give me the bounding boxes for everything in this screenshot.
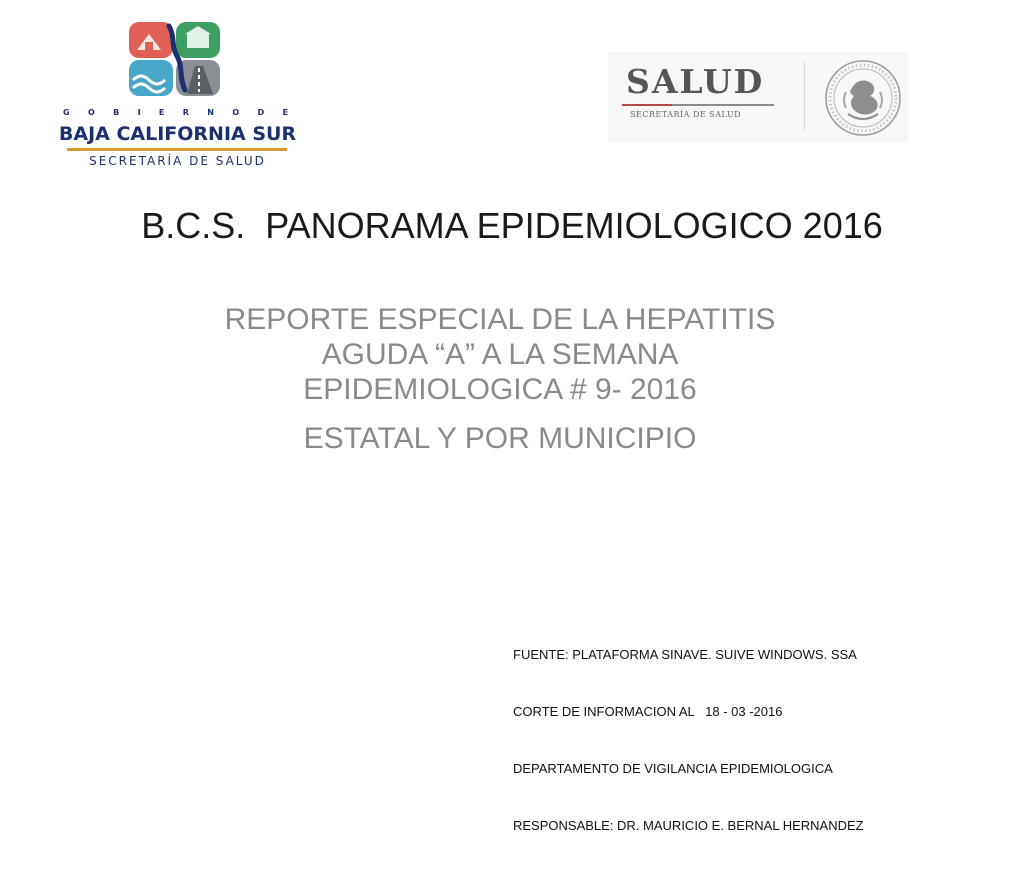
salud-secretaria-label: SECRETARÍA DE SALUD bbox=[630, 110, 742, 119]
subtitle-line: AGUDA “A” A LA SEMANA bbox=[321, 338, 679, 372]
bcs-state-name: BAJA CALIFORNIA SUR bbox=[58, 123, 297, 145]
source-notes bbox=[513, 607, 913, 873]
note-department: DEPARTAMENTO DE VIGILANCIA EPIDEMIOLOGICA bbox=[513, 761, 833, 776]
salud-separator bbox=[804, 62, 805, 130]
bcs-secretaria-label: SECRETARÍA DE SALUD bbox=[89, 154, 266, 168]
subtitle-spacer bbox=[180, 407, 820, 421]
mexican-eagle-seal-icon bbox=[822, 58, 904, 138]
salud-wordmark: SALUD bbox=[626, 62, 765, 101]
note-cutoff-date: CORTE DE INFORMACION AL 18 - 03 -2016 bbox=[513, 704, 783, 719]
slide-subtitle bbox=[180, 302, 820, 456]
salud-divider-line bbox=[622, 104, 774, 106]
bcs-gobierno-de-letters: G O B I E R N O D E bbox=[63, 108, 288, 117]
salud-federal-logo bbox=[608, 52, 908, 142]
bcs-gold-underline bbox=[67, 148, 287, 151]
subtitle-line: REPORTE ESPECIAL DE LA HEPATITIS bbox=[224, 303, 776, 336]
slide-title: B.C.S. PANORAMA EPIDEMIOLOGICO 2016 bbox=[141, 205, 883, 246]
note-responsible: RESPONSABLE: DR. MAURICIO E. BERNAL HERNANDEZ bbox=[513, 818, 864, 833]
subtitle-line: EPIDEMIOLOGICA # 9- 2016 bbox=[303, 373, 697, 407]
bcs-government-logo bbox=[55, 18, 300, 178]
bcs-emblem-icon bbox=[127, 20, 222, 98]
subtitle-scope: ESTATAL Y POR MUNICIPIO bbox=[303, 422, 697, 456]
note-source: FUENTE: PLATAFORMA SINAVE. SUIVE WINDOWS. SSA bbox=[513, 647, 857, 662]
